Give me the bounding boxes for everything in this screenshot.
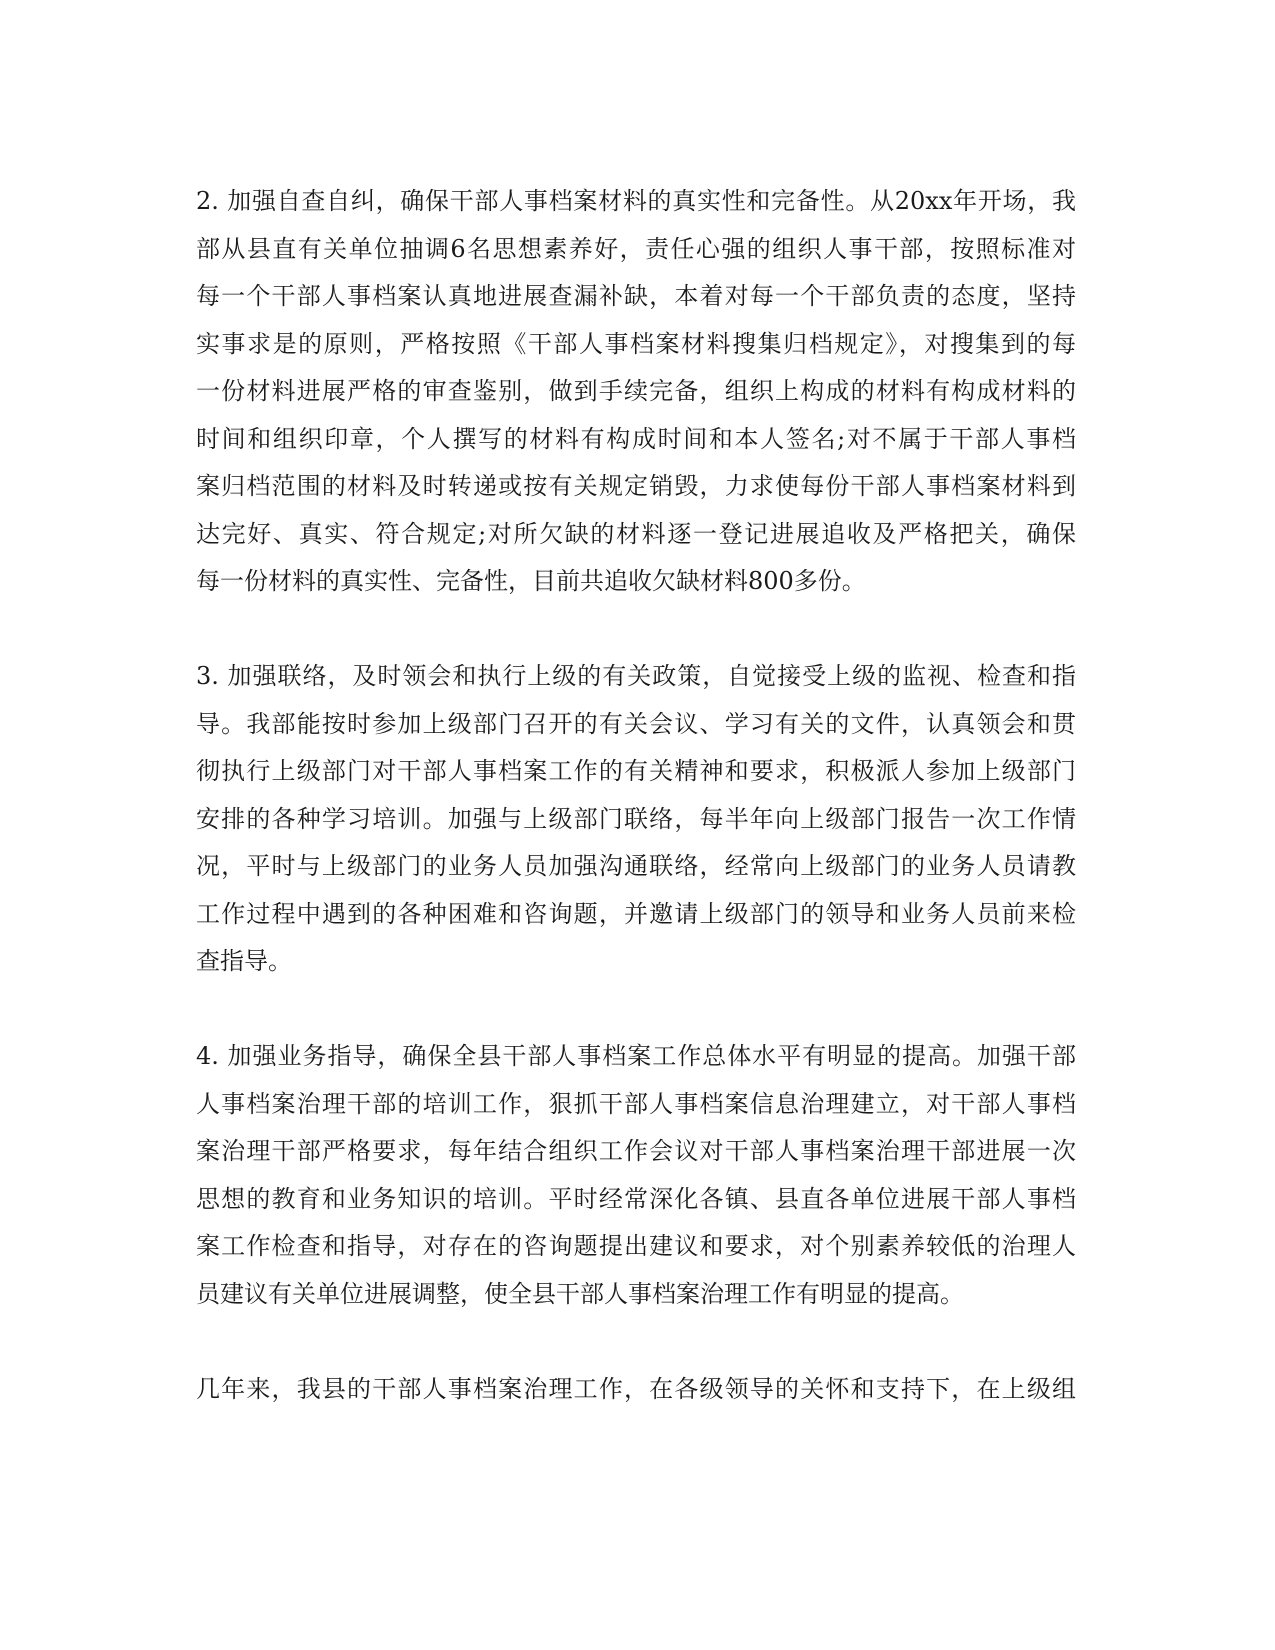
text-line: 况，平时与上级部门的业务人员加强沟通联络，经常向上级部门的业务人员请教 bbox=[196, 852, 1076, 880]
text-line: 几年来，我县的干部人事档案治理工作，在各级领导的关怀和支持下，在上级组 bbox=[196, 1374, 1076, 1403]
paragraph-spacer bbox=[196, 1318, 1076, 1366]
document-body bbox=[196, 178, 1076, 1413]
paragraph-item-2 bbox=[196, 178, 1076, 606]
text-line: 彻执行上级部门对干部人事档案工作的有关精神和要求，积极派人参加上级部门 bbox=[196, 757, 1076, 785]
text-line: 案治理干部严格要求，每年结合组织工作会议对干部人事档案治理干部进展一次 bbox=[196, 1137, 1076, 1165]
paragraph-item-4 bbox=[196, 1033, 1076, 1318]
text-line: 实事求是的原则，严格按照《干部人事档案材料搜集归档规定》，对搜集到的每 bbox=[196, 329, 1076, 358]
paragraph-spacer bbox=[196, 606, 1076, 654]
text-line: 导。我部能按时参加上级部门召开的有关会议、学习有关的文件，认真领会和贯 bbox=[196, 709, 1076, 738]
text-line: 3. 加强联络，及时领会和执行上级的有关政策，自觉接受上级的监视、检查和指 bbox=[196, 662, 1076, 690]
text-line: 查指导。 bbox=[196, 947, 292, 975]
text-line: 案归档范围的材料及时转递或按有关规定销毁，力求使每份干部人事档案材料到 bbox=[196, 472, 1076, 500]
text-line: 安排的各种学习培训。加强与上级部门联络，每半年向上级部门报告一次工作情 bbox=[196, 804, 1076, 833]
text-line: 每一份材料的真实性、完备性，目前共追收欠缺材料800多份。 bbox=[196, 567, 866, 595]
paragraph-spacer bbox=[196, 986, 1076, 1034]
text-line: 4. 加强业务指导，确保全县干部人事档案工作总体水平有明显的提高。加强干部 bbox=[196, 1042, 1076, 1070]
text-line: 工作过程中遇到的各种困难和咨询题，并邀请上级部门的领导和业务人员前来检 bbox=[196, 899, 1076, 928]
text-line: 案工作检查和指导，对存在的咨询题提出建议和要求，对个别素养较低的治理人 bbox=[196, 1232, 1076, 1260]
text-line: 每一个干部人事档案认真地进展查漏补缺，本着对每一个干部负责的态度，坚持 bbox=[196, 282, 1076, 310]
text-line: 时间和组织印章，个人撰写的材料有构成时间和本人签名;对不属于干部人事档 bbox=[196, 424, 1076, 453]
text-line: 达完好、真实、符合规定;对所欠缺的材料逐一登记进展追收及严格把关，确保 bbox=[196, 519, 1076, 548]
paragraph-item-3 bbox=[196, 653, 1076, 986]
text-line: 2. 加强自查自纠，确保干部人事档案材料的真实性和完备性。从20xx年开场，我 bbox=[196, 187, 1076, 215]
text-line: 一份材料进展严格的审查鉴别，做到手续完备，组织上构成的材料有构成材料的 bbox=[196, 377, 1076, 405]
text-line: 部从县直有关单位抽调6名思想素养好，责任心强的组织人事干部，按照标准对 bbox=[196, 234, 1076, 263]
paragraph-summary bbox=[196, 1366, 1076, 1414]
text-line: 思想的教育和业务知识的培训。平时经常深化各镇、县直各单位进展干部人事档 bbox=[196, 1184, 1076, 1213]
text-line: 人事档案治理干部的培训工作，狠抓干部人事档案信息治理建立，对干部人事档 bbox=[196, 1089, 1076, 1118]
text-line: 员建议有关单位进展调整，使全县干部人事档案治理工作有明显的提高。 bbox=[196, 1279, 964, 1308]
